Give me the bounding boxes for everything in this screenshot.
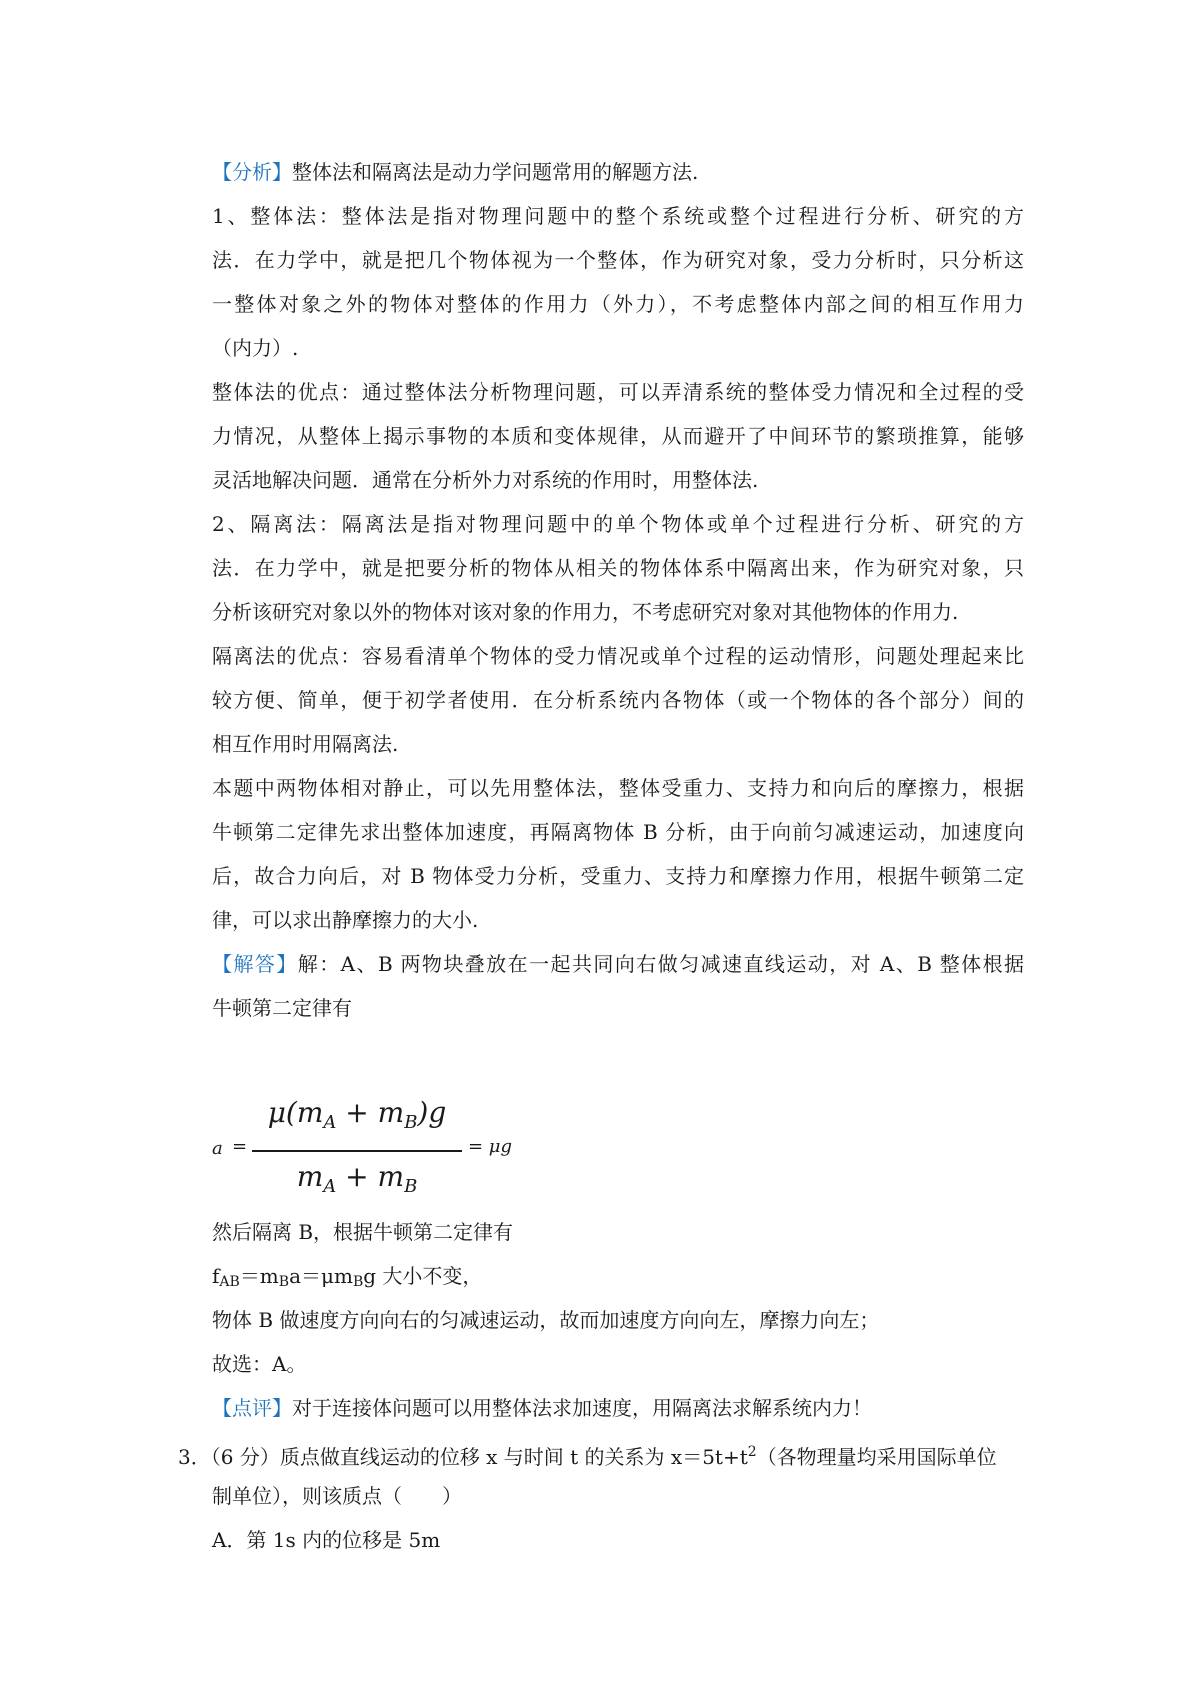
solution-line-1	[212, 950, 1024, 978]
formula-numerator	[252, 1096, 462, 1133]
comment-text: 对于连接体问题可以用整体法求加速度，用隔离法求解系统内力！	[292, 1396, 872, 1420]
comment-line	[212, 1394, 872, 1422]
isolation-method-def-line-3: 分析该研究对象以外的物体对该对象的作用力，不考虑研究对象对其他物体的作用力.	[212, 600, 959, 624]
analysis-intro-line	[212, 158, 698, 186]
solution-line-3: 然后隔离 B，根据牛顿第二定律有	[212, 1220, 514, 1244]
whole-method-advantage-line-3: 灵活地解决问题．通常在分析外力对系统的作用时，用整体法.	[212, 468, 759, 492]
friction-eq-part-2: a＝μm	[289, 1264, 353, 1288]
question-3-option-a[interactable]: A．第 1s 内的位移是 5m	[212, 1528, 441, 1552]
whole-method-def-line-4: （内力）.	[212, 336, 299, 360]
whole-method-def-line-1: 1、整体法：整体法是指对物理问题中的整个系统或整个过程进行分析、研究的方	[212, 204, 1024, 228]
acceleration-formula	[212, 1092, 532, 1202]
problem-analysis-line-4: 律，可以求出静摩擦力的大小.	[212, 908, 479, 932]
formula-rhs: = μg	[468, 1136, 513, 1157]
problem-analysis-line-3: 后，故合力向后，对 B 物体受力分析，受重力、支持力和摩擦力作用，根据牛顿第二定	[212, 864, 1024, 888]
isolation-method-advantage-line-3: 相互作用时用隔离法.	[212, 732, 399, 756]
solution-tag: 【解答】	[212, 952, 298, 976]
mass-subscript-2: B	[352, 1274, 364, 1290]
question-3-superscript: 2	[747, 1444, 757, 1460]
numerator-part-2: + m	[336, 1096, 405, 1129]
isolation-method-def-line-1: 2、隔离法：隔离法是指对物理问题中的单个物体或单个过程进行分析、研究的方	[212, 512, 1024, 536]
whole-method-def-line-2: 法．在力学中，就是把几个物体视为一个整体，作为研究对象，受力分析时，只分析这	[212, 248, 1024, 272]
whole-method-advantage-line-1: 整体法的优点：通过整体法分析物理问题，可以弄清系统的整体受力情况和全过程的受	[212, 380, 1024, 404]
mass-subscript-1: B	[278, 1274, 290, 1290]
question-3-line-2: 制单位），则该质点（ ）	[212, 1484, 462, 1508]
friction-subscript: AB	[219, 1274, 240, 1290]
problem-analysis-line-2: 牛顿第二定律先求出整体加速度，再隔离物体 B 分析，由于向前匀减速运动，加速度向	[212, 820, 1024, 844]
isolation-method-def-line-2: 法．在力学中，就是把要分析的物体从相关的物体体系中隔离出来，作为研究对象，只	[212, 556, 1024, 580]
solution-answer: 故选：A。	[212, 1352, 307, 1376]
problem-analysis-line-1: 本题中两物体相对静止，可以先用整体法，整体受重力、支持力和向后的摩擦力，根据	[212, 776, 1024, 800]
question-3-line-1	[178, 1438, 1024, 1471]
friction-eq-part-1: ＝m	[239, 1264, 279, 1288]
analysis-tag: 【分析】	[212, 160, 292, 184]
numerator-part-1: μ(m	[267, 1096, 324, 1129]
solution-text-1: 解：A、B 两物块叠放在一起共同向右做匀减速直线运动，对 A、B 整体根据	[297, 952, 1025, 976]
solution-line-2: 牛顿第二定律有	[212, 996, 352, 1020]
question-3-text-1: （6 分）质点做直线运动的位移 x 与时间 t 的关系为 x＝5t+t	[210, 1445, 748, 1469]
numerator-sub-a: A	[323, 1112, 337, 1133]
denominator-sub-a: A	[323, 1176, 337, 1197]
analysis-intro: 整体法和隔离法是动力学问题常用的解题方法.	[292, 160, 699, 184]
friction-symbol: f	[212, 1264, 220, 1288]
whole-method-advantage-line-2: 力情况，从整体上揭示事物的本质和变体规律，从而避开了中间环节的繁琐推算，能够	[212, 424, 1024, 448]
denominator-sub-b: B	[404, 1176, 418, 1197]
friction-eq-tail: 大小不变，	[376, 1264, 483, 1288]
isolation-method-advantage-line-1: 隔离法的优点：容易看清单个物体的受力情况或单个过程的运动情形，问题处理起来比	[212, 644, 1024, 668]
isolation-method-advantage-line-2: 较方便、简单，便于初学者使用．在分析系统内各物体（或一个物体的各个部分）间的	[212, 688, 1024, 712]
comment-tag: 【点评】	[212, 1396, 292, 1420]
question-3-text-2: （各物理量均采用国际单位	[756, 1445, 997, 1469]
numerator-sub-b: B	[404, 1112, 418, 1133]
formula-denominator	[252, 1160, 462, 1197]
solution-line-5: 物体 B 做速度方向向右的匀减速运动，故而加速度方向向左，摩擦力向左；	[212, 1308, 880, 1332]
formula-lhs: a	[212, 1138, 223, 1159]
denominator-part-1: m	[296, 1160, 324, 1193]
whole-method-def-line-3: 一整体对象之外的物体对整体的作用力（外力），不考虑整体内部之间的相互作用力	[212, 292, 1024, 316]
friction-equation-line	[212, 1262, 482, 1296]
formula-equals: =	[232, 1136, 248, 1157]
fraction-bar	[252, 1150, 462, 1152]
denominator-part-2: + m	[336, 1160, 405, 1193]
friction-eq-part-3: g	[363, 1264, 377, 1288]
numerator-part-3: )g	[417, 1096, 447, 1129]
question-3-number: 3．	[178, 1445, 211, 1469]
